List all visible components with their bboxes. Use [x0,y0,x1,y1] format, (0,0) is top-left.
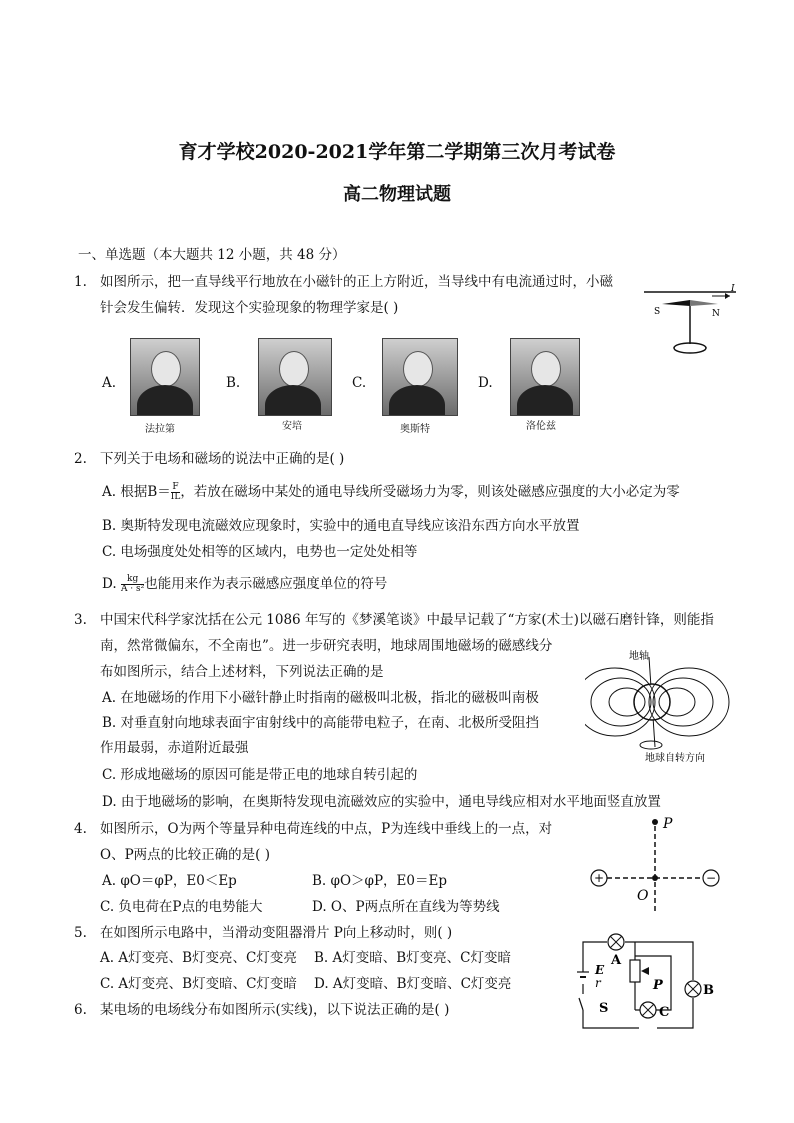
q5-circuit-figure [575,932,720,1037]
q3-number: 3. [74,612,87,628]
caption-faraday: 法拉第 [145,424,175,435]
q1-option-a-letter[interactable]: A. [102,375,117,391]
q2-option-a[interactable] [102,482,680,502]
q3-option-d[interactable]: D. 由于地磁场的影响，在奥斯特发现电流磁效应的实验中，通电导线应相对水平地面竖直放置 [102,794,661,810]
exam-subtitle: 高二物理试题 [343,184,451,205]
q1-stem-line2: 针会发生偏转．发现这个实验现象的物理学家是( ) [100,300,399,316]
q2-option-b[interactable]: B. 奥斯特发现电流磁效应现象时，实验中的通电直导线应该沿东西方向水平放置 [102,518,580,534]
portrait-lorentz[interactable] [510,338,580,416]
label-I: I [731,284,735,294]
q1-number: 1. [74,274,87,290]
label-E: E [595,963,605,977]
label-S: S [599,1001,609,1016]
label-S: S [654,307,661,317]
q3-stem-line3: 布如图所示，结合上述材料，下列说法正确的是 [100,664,384,680]
q5-option-a[interactable]: A. A灯变亮、B灯变亮、C灯变亮 [100,950,297,966]
q1-stem-line1: 如图所示，把一直导线平行地放在小磁针的正上方附近，当导线中有电流通过时，小磁 [100,274,613,290]
q3-option-b-line1[interactable]: B. 对垂直射向地球表面宇宙射线中的高能带电粒子，在南、北极所受阻挡 [102,715,540,731]
section-heading: 一、单选题（本大题共 12 小题，共 48 分） [78,247,346,263]
q2-stem: 下列关于电场和磁场的说法中正确的是( ) [100,451,345,467]
q1-option-b-letter[interactable]: B. [226,375,241,391]
q6-number: 6. [74,1002,87,1018]
q2-a-fraction: $\frac{F}{IL}$ [170,482,181,502]
needle-south [662,300,690,306]
rotation-label: 地球自转方向 [645,753,705,764]
q4-stem-line1: 如图所示，O为两个等量异种电荷连线的中点，P为连线中垂线上的一点，对 [100,821,553,837]
q5-number: 5. [74,925,87,941]
q6-stem: 某电场的电场线分布如图所示(实线)，以下说法正确的是( ) [100,1002,450,1018]
current-arrowhead [725,293,730,299]
q1-compass-figure [640,282,740,360]
q5-stem: 在如图所示电路中，当滑动变阻器滑片 P向上移动时，则( ) [100,925,453,941]
q4-option-d[interactable]: D. O、P两点所在直线为等势线 [312,899,500,915]
label-N: N [712,309,720,319]
portrait-faraday[interactable] [130,338,200,416]
q2-option-c[interactable]: C. 电场强度处处相等的区域内，电势也一定处处相等 [102,544,418,560]
caption-lorentz: 洛伦兹 [526,421,556,432]
rotation-ring [640,741,662,749]
label-P: P [663,816,673,832]
caption-oersted: 奥斯特 [400,424,430,435]
q4-dipole-figure [585,810,725,915]
label-O: O [637,888,649,904]
caption-ampere: 安培 [282,421,302,432]
label-A: A [611,953,622,968]
q5-option-b[interactable]: B. A灯变暗、B灯变亮、C灯变暗 [314,950,512,966]
plus-sign: + [594,871,605,885]
axis-label: 地轴 [629,651,649,662]
q4-number: 4. [74,821,87,837]
q2-a-prefix: A. 根据B＝ [102,484,171,500]
q3-stem-line2: 南，然常微偏东，不全南也”。进一步研究表明，地球周围地磁场的磁感线分 [100,638,553,654]
q3-earth-field-figure [585,645,730,765]
q3-option-a[interactable]: A. 在地磁场的作用下小磁针静止时指南的磁极叫北极，指北的磁极叫南极 [102,690,539,706]
switch [579,998,583,1010]
portrait-oersted[interactable] [382,338,458,416]
slider-arrow [641,967,649,975]
label-C: C [659,1005,670,1020]
stand-base [674,343,706,353]
q3-option-c[interactable]: C. 形成地磁场的原因可能是带正电的地球自转引起的 [102,767,418,783]
q2-d-prefix: D. [102,576,117,592]
q2-a-suffix: ，若放在磁场中某处的通电导线所受磁场力为零，则该处磁感应强度的大小必定为零 [180,484,680,500]
q2-number: 2. [74,451,87,467]
q4-option-c[interactable]: C. 负电荷在P点的电势能大 [100,899,263,915]
q2-d-fraction: $\frac{kg}{\text{A · s²}}$ [120,574,145,594]
q2-d-suffix: 也能用来作为表示磁感应强度单位的符号 [144,576,388,592]
q3-option-b-line2[interactable]: 作用最弱，赤道附近最强 [100,740,249,756]
label-P: P [653,978,663,993]
q1-option-c-letter[interactable]: C. [352,375,367,391]
needle-north [690,300,718,306]
q1-option-d-letter[interactable]: D. [478,375,493,391]
q4-option-b[interactable]: B. φO＞φP，E0＝Ep [312,873,447,889]
rheostat [630,960,640,982]
q4-stem-line2: O、P两点的比较正确的是( ) [100,847,270,863]
q5-option-c[interactable]: C. A灯变亮、B灯变暗、C灯变暗 [100,976,297,992]
q3-stem-line1: 中国宋代科学家沈括在公元 1086 年写的《梦溪笔谈》中最早记载了“方家(术士)以磁石磨针锋，则能指 [100,612,714,628]
exam-title: 育才学校2020-2021学年第二学期第三次月考试卷 [178,141,616,163]
portrait-ampere[interactable] [258,338,332,416]
point-P [652,819,658,825]
q4-option-a[interactable]: A. φO＝φP，E0＜Ep [102,873,237,889]
q5-option-d[interactable]: D. A灯变暗、B灯变暗、C灯变亮 [314,976,512,992]
minus-sign: − [706,871,717,885]
label-B: B [703,983,714,998]
point-O [652,875,658,881]
q2-option-d[interactable] [102,574,387,594]
label-r: r [595,976,601,990]
